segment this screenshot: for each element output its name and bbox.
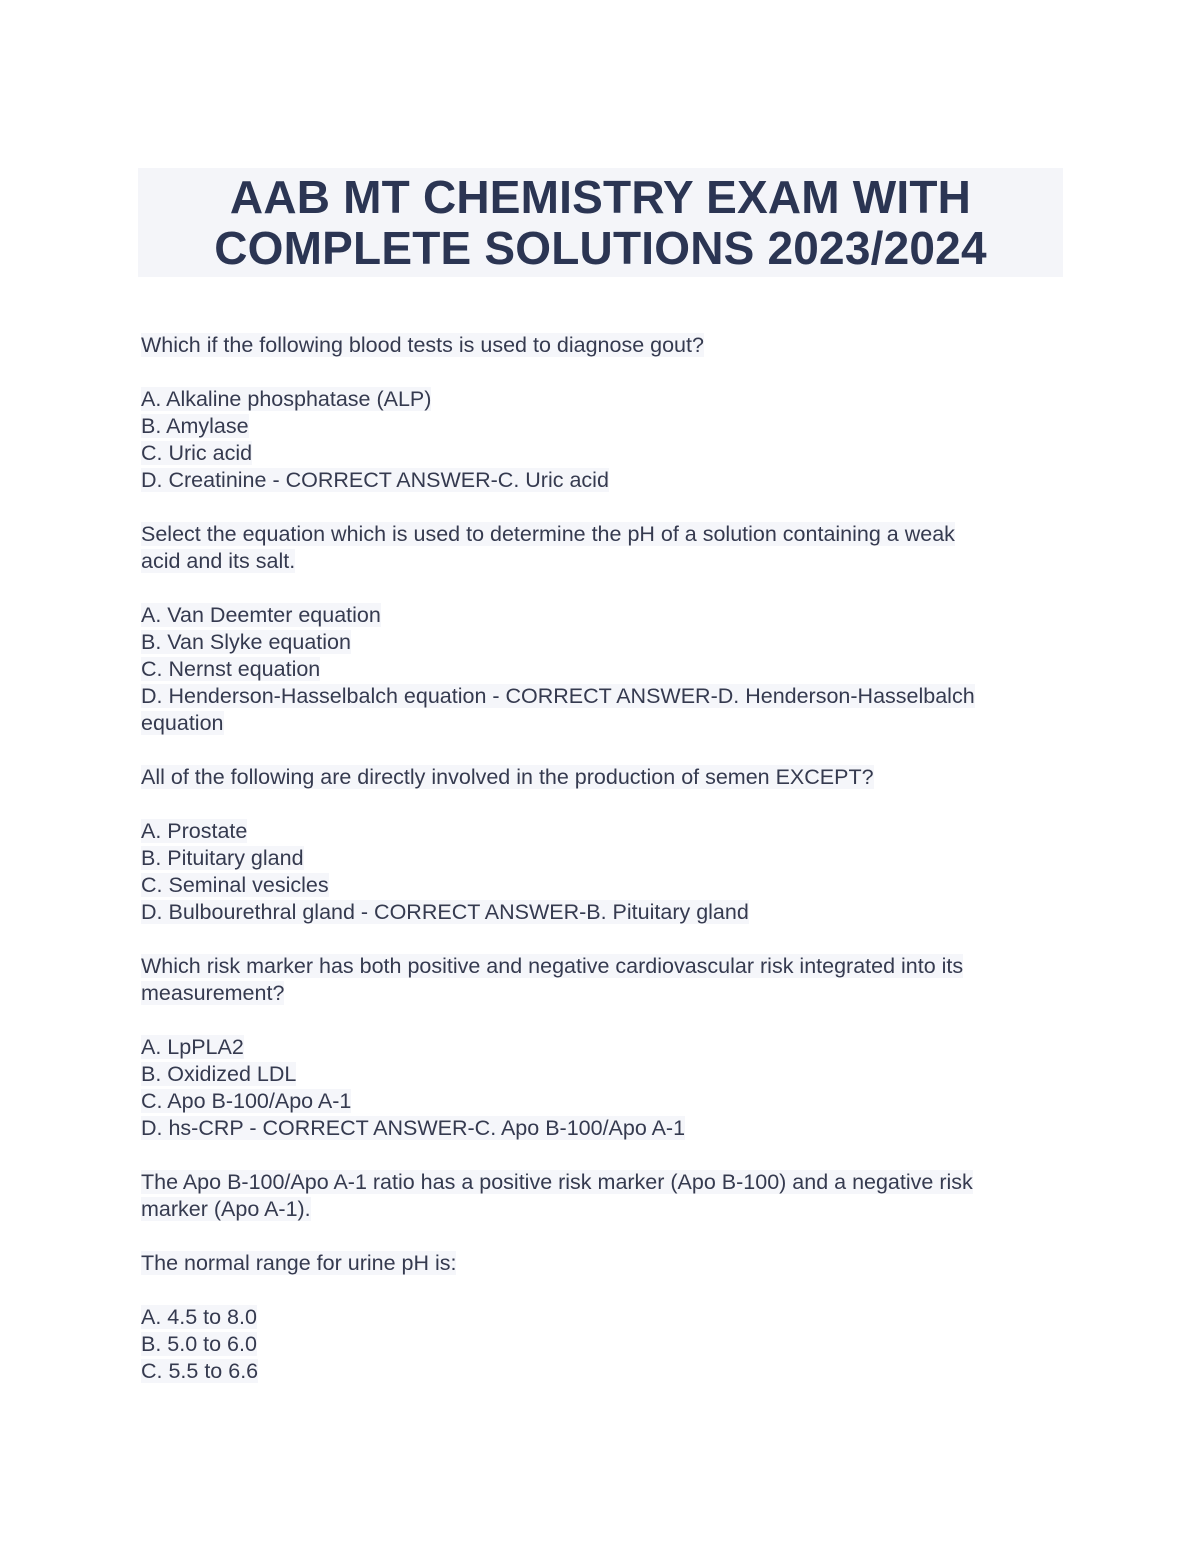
question-text: All of the following are directly involved in the production of semen EXCEPT?	[141, 765, 874, 789]
explanation-text: The Apo B-100/Apo A-1 ratio has a positive risk marker (Apo B-100) and a negative risk	[141, 1170, 973, 1194]
options-2	[141, 602, 1063, 737]
option-b: B. Pituitary gland	[141, 846, 304, 870]
option-a: A. Prostate	[141, 819, 248, 843]
option-a: A. 4.5 to 8.0	[141, 1305, 257, 1329]
option-c: C. 5.5 to 6.6	[141, 1359, 259, 1383]
option-b: B. Van Slyke equation	[141, 630, 351, 654]
question-text: measurement?	[141, 981, 285, 1005]
option-c: C. Apo B-100/Apo A-1	[141, 1089, 352, 1113]
question-3	[141, 764, 1063, 791]
option-d-answer-continued: equation	[141, 711, 224, 735]
title-line-1: AAB MT CHEMISTRY EXAM WITH	[229, 171, 972, 223]
options-5	[141, 1304, 1063, 1385]
option-b: B. 5.0 to 6.0	[141, 1332, 257, 1356]
option-a: A. Van Deemter equation	[141, 603, 381, 627]
question-text: Select the equation which is used to determine the pH of a solution containing a weak	[141, 522, 955, 546]
document-body	[141, 332, 1063, 1412]
option-d-answer: D. Creatinine - CORRECT ANSWER-C. Uric acid	[141, 468, 609, 492]
question-text: Which risk marker has both positive and negative cardiovascular risk integrated into its	[141, 954, 964, 978]
options-3	[141, 818, 1063, 926]
question-text: The normal range for urine pH is:	[141, 1251, 457, 1275]
option-b: B. Amylase	[141, 414, 249, 438]
options-4	[141, 1034, 1063, 1142]
option-d-answer: D. Henderson-Hasselbalch equation - CORRECT ANSWER-D. Henderson-Hasselbalch	[141, 684, 975, 708]
option-c: C. Nernst equation	[141, 657, 321, 681]
option-d-answer: D. Bulbourethral gland - CORRECT ANSWER-B. Pituitary gland	[141, 900, 749, 924]
option-a: A. LpPLA2	[141, 1035, 244, 1059]
option-d-answer: D. hs-CRP - CORRECT ANSWER-C. Apo B-100/Apo A-1	[141, 1116, 686, 1140]
question-4	[141, 953, 1063, 1007]
option-c: C. Seminal vesicles	[141, 873, 329, 897]
title-line-2: COMPLETE SOLUTIONS 2023/2024	[214, 222, 987, 274]
option-b: B. Oxidized LDL	[141, 1062, 297, 1086]
explanation-text: marker (Apo A-1).	[141, 1197, 311, 1221]
explanation	[141, 1169, 1063, 1223]
question-text: Which if the following blood tests is used to diagnose gout?	[141, 333, 704, 357]
option-c: C. Uric acid	[141, 441, 253, 465]
option-a: A. Alkaline phosphatase (ALP)	[141, 387, 432, 411]
document-title	[138, 168, 1063, 277]
question-text: acid and its salt.	[141, 549, 296, 573]
question-1	[141, 332, 1063, 359]
question-5	[141, 1250, 1063, 1277]
question-2	[141, 521, 1063, 575]
options-1	[141, 386, 1063, 494]
